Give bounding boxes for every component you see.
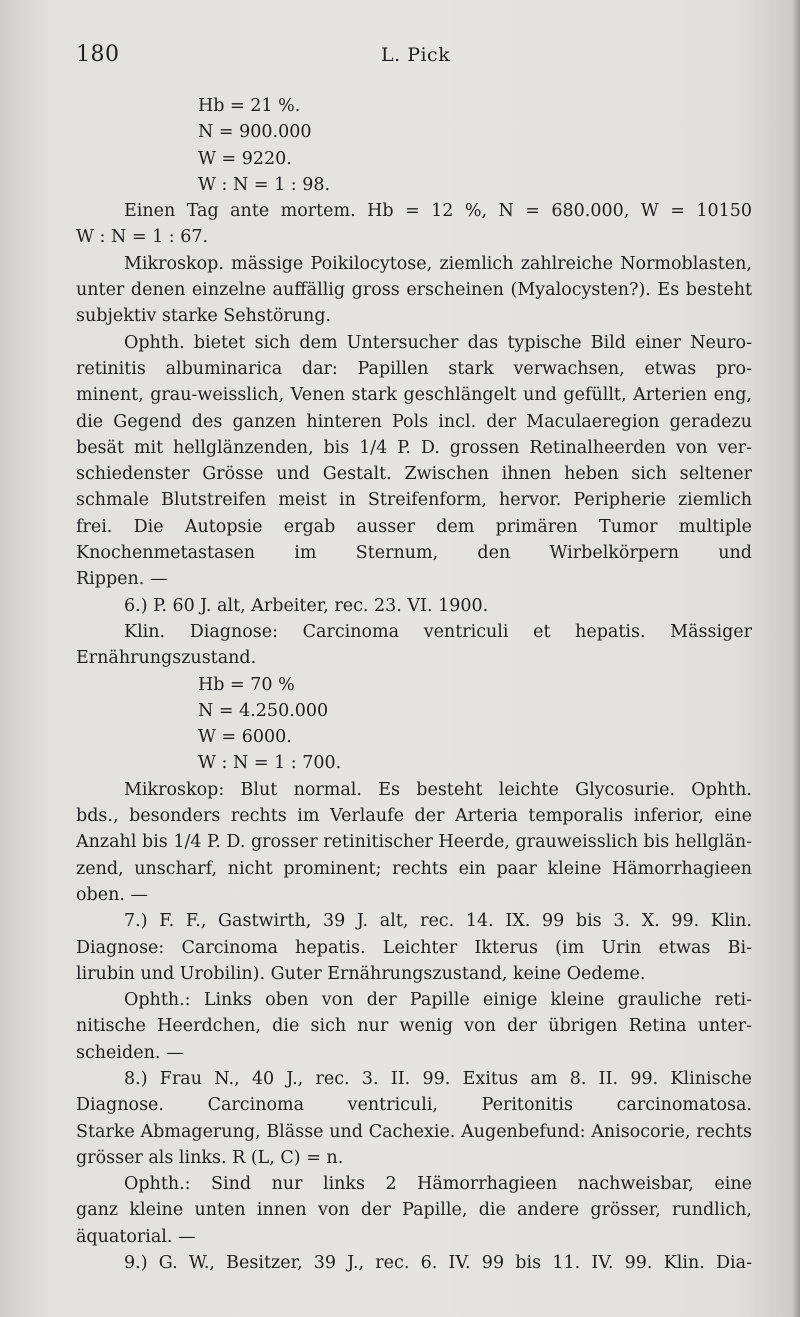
text-line: N = 900.000: [198, 122, 312, 143]
text-line: Ernährungszustand.: [76, 648, 257, 669]
text-line: W : N = 1 : 700.: [198, 753, 342, 774]
text-line: Knochenmetastasen im Sternum, den Wirbelkörpern und: [76, 543, 752, 564]
text-line: bds., besonders rechts im Verlaufe der Arteria temporalis inferior, eine: [76, 806, 752, 827]
text-line: N = 4.250.000: [198, 700, 329, 721]
text-line: schiedenster Grösse und Gestalt. Zwischen ihnen heben sich seltener: [76, 464, 752, 485]
text-line: Einen Tag ante mortem. Hb = 12 %, N = 680.000, W = 10150: [124, 201, 752, 222]
text-line: Ophth.: Sind nur links 2 Hämorrhagieen nachweisbar, eine: [124, 1174, 752, 1195]
text-line: ganz kleine unten innen von der Papille, die andere grösser, rundlich,: [76, 1200, 752, 1221]
text-line: Hb = 70 %: [198, 674, 295, 695]
text-line: oben. —: [76, 884, 148, 905]
text-line: W = 6000.: [198, 727, 292, 748]
text-line: die Gegend des ganzen hinteren Pols incl. der Maculaeregion geradezu: [76, 411, 752, 432]
text-line: 6.) P. 60 J. alt, Arbeiter, rec. 23. VI. 1900.: [124, 595, 489, 616]
text-line: scheiden. —: [76, 1042, 184, 1063]
text-line: 7.) F. F., Gastwirth, 39 J. alt, rec. 14. IX. 99 bis 3. X. 99. Klin.: [124, 911, 752, 932]
text-line: 9.) G. W., Besitzer, 39 J., rec. 6. IV. 99 bis 11. IV. 99. Klin. Dia-: [124, 1253, 752, 1274]
text-line: Mikroskop. mässige Poikilocytose, ziemlich zahlreiche Normoblasten,: [124, 253, 752, 274]
text-line: Anzahl bis 1/4 P. D. grosser retinitischer Heerde, grauweisslich bis hellglän-: [76, 832, 752, 853]
text-line: schmale Blutstreifen meist in Streifenform, hervor. Peripherie ziemlich: [76, 490, 752, 511]
body-text: [76, 93, 752, 1276]
text-line: nitische Heerdchen, die sich nur wenig von der übrigen Retina unter-: [76, 1016, 752, 1037]
text-line: Mikroskop: Blut normal. Es besteht leichte Glycosurie. Ophth.: [124, 779, 752, 800]
text-line: minent, grau-weisslich, Venen stark geschlängelt und gefüllt, Arterien eng,: [76, 385, 752, 406]
text-line: Klin. Diagnose: Carcinoma ventriculi et hepatis. Mässiger: [124, 621, 752, 642]
text-line: Diagnose. Carcinoma ventriculi, Peritonitis carcinomatosa.: [76, 1095, 752, 1116]
text-line: frei. Die Autopsie ergab ausser dem primären Tumor multiple: [76, 516, 752, 537]
text-line: Ophth. bietet sich dem Untersucher das typische Bild einer Neuro-: [124, 332, 752, 353]
text-line: 8.) Frau N., 40 J., rec. 3. II. 99. Exitus am 8. II. 99. Klinische: [124, 1068, 752, 1089]
text-line: Starke Abmagerung, Blässe und Cachexie. Augenbefund: Anisocorie, rechts: [76, 1121, 752, 1142]
page-header: [76, 42, 752, 76]
text-line: retinitis albuminarica dar: Papillen stark verwachsen, etwas pro-: [76, 358, 752, 379]
text-line: grösser als links. R (L, C) = n.: [76, 1147, 344, 1168]
text-line: Ophth.: Links oben von der Papille einige kleine grauliche reti-: [124, 990, 752, 1011]
page-number: 180: [76, 42, 120, 67]
text-line: subjektiv starke Sehstörung.: [76, 306, 332, 327]
text-line: Diagnose: Carcinoma hepatis. Leichter Ikterus (im Urin etwas Bi-: [76, 937, 752, 958]
text-line: W = 9220.: [198, 148, 292, 169]
page-edge-shadow: [792, 0, 800, 1317]
text-line: Rippen. —: [76, 569, 168, 590]
text-line: W : N = 1 : 67.: [76, 227, 209, 248]
text-line: W : N = 1 : 98.: [198, 174, 331, 195]
text-line: besät mit hellglänzenden, bis 1/4 P. D. grossen Retinalheerden von ver-: [76, 437, 752, 458]
text-line: lirubin und Urobilin). Guter Ernährungszustand, keine Oedeme.: [76, 963, 646, 984]
running-head: L. Pick: [381, 44, 451, 66]
text-line: Hb = 21 %.: [198, 96, 301, 116]
text-line: äquatorial. —: [76, 1226, 196, 1247]
text-line: unter denen einzelne auffällig gross erscheinen (Myalocysten?). Es besteht: [76, 280, 752, 301]
text-line: zend, unscharf, nicht prominent; rechts ein paar kleine Hämorrhagieen: [76, 858, 752, 879]
